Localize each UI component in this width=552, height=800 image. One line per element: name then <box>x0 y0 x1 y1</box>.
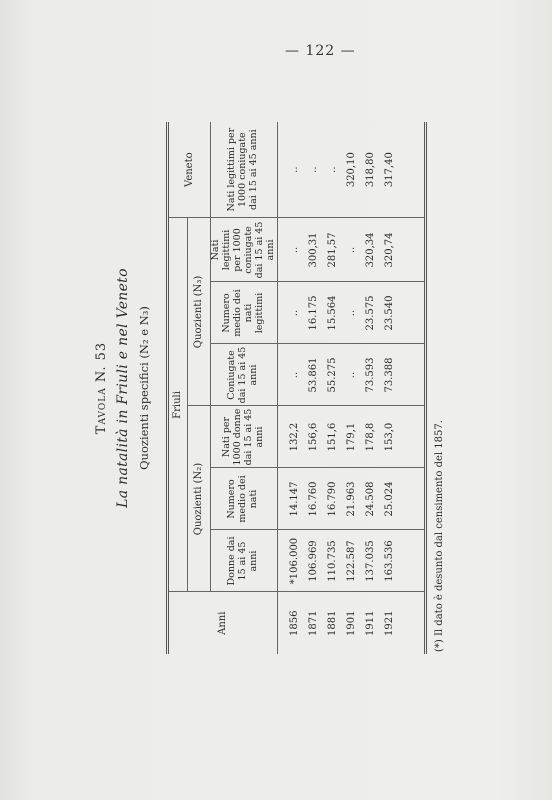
header-nati-1000: Nati per 1000 donne dai 15 ai 45 anni <box>211 406 278 468</box>
cell-anno: 1921 <box>381 592 426 654</box>
cell-donne: 122.587 <box>343 530 362 592</box>
cell-nati-1000: 151,6 <box>324 406 343 468</box>
table-title: La natalità in Friuli e nel Veneto <box>115 268 131 508</box>
cell-nati-1000: 156,6 <box>305 406 324 468</box>
cell-nati: 25.024 <box>381 468 426 530</box>
cell-coniugate: 73.388 <box>381 344 426 406</box>
cell-anno: 1901 <box>343 592 362 654</box>
data-table-wrapper <box>166 122 427 654</box>
cell-legittimi: 16.175 <box>305 282 324 344</box>
cell-anno: 1856 <box>277 592 305 654</box>
cell-veneto: .. <box>327 166 339 173</box>
table-caption: Quozienti specifici (N₂ e N₃) <box>137 306 151 470</box>
table-row <box>381 122 426 654</box>
cell-legittimi: 23.540 <box>381 282 426 344</box>
cell-coniugate: .. <box>343 344 362 406</box>
cell-legittimi: 15.564 <box>324 282 343 344</box>
cell-coniugate: 55.275 <box>324 344 343 406</box>
table-row <box>362 122 381 654</box>
cell-leg-1000: 300,31 <box>305 218 324 282</box>
cell-legittimi: .. <box>343 282 362 344</box>
table-row <box>324 122 343 654</box>
cell-leg-1000: 320,34 <box>362 218 381 282</box>
cell-donne: 163.536 <box>381 530 426 592</box>
data-table <box>166 122 427 654</box>
rotated-table-block <box>88 118 488 658</box>
page-number: — 122 — <box>285 43 356 59</box>
header-quozienti-n3: Quozienti (N₃) <box>188 218 211 406</box>
cell-veneto: .. <box>289 166 301 173</box>
cell-veneto: 318,80 <box>365 152 377 188</box>
cell-leg-1000: .. <box>343 218 362 282</box>
cell-coniugate: .. <box>277 344 305 406</box>
cell-nati: 24.508 <box>362 468 381 530</box>
table-label: Tavola N. 53 <box>94 341 109 435</box>
header-legittimi-medio: Numero medio dei nati legittimi <box>211 282 278 344</box>
cell-nati-1000: 178,8 <box>362 406 381 468</box>
header-nati-medio: Numero medio dei nati <box>211 468 278 530</box>
cell-nati: 16.790 <box>324 468 343 530</box>
table-row <box>305 122 324 654</box>
cell-nati-1000: 132,2 <box>277 406 305 468</box>
cell-anno: 1911 <box>362 592 381 654</box>
header-donne: Donne dai 15 ai 45 anni <box>211 530 278 592</box>
header-legittimi-1000-veneto: Nati legittimi per 1000 coniugate dai 15 ai 45 anni <box>226 127 260 212</box>
cell-donne: 137.035 <box>362 530 381 592</box>
cell-nati: 14.147 <box>277 468 305 530</box>
header-veneto: Veneto <box>168 122 211 218</box>
header-legittimi-1000-friuli: Nati legittimi per 1000 coniugate dai 15 ai 45 anni <box>211 218 278 282</box>
cell-nati: 21.963 <box>343 468 362 530</box>
cell-veneto: .. <box>308 166 320 173</box>
cell-donne: *106.000 <box>277 530 305 592</box>
header-coniugate: Coniugate dai 15 ai 45 anni <box>211 344 278 406</box>
footnote: (*) Il dato è desunto dal censimento del 1857. <box>434 420 445 652</box>
cell-veneto: 320,10 <box>346 152 358 188</box>
cell-coniugate: 53.861 <box>305 344 324 406</box>
cell-anno: 1871 <box>305 592 324 654</box>
cell-anno: 1881 <box>324 592 343 654</box>
cell-nati: 16.760 <box>305 468 324 530</box>
header-quozienti-n2: Quozienti (N₂) <box>188 406 211 592</box>
table-row <box>277 122 305 654</box>
cell-legittimi: .. <box>277 282 305 344</box>
header-anni: Anni <box>168 592 278 654</box>
cell-nati-1000: 153,0 <box>381 406 426 468</box>
cell-donne: 110.735 <box>324 530 343 592</box>
header-friuli: Friuli <box>168 218 188 592</box>
cell-legittimi: 23.575 <box>362 282 381 344</box>
cell-veneto: 317,40 <box>384 152 396 188</box>
cell-leg-1000: .. <box>277 218 305 282</box>
cell-donne: 106.969 <box>305 530 324 592</box>
cell-nati-1000: 179,1 <box>343 406 362 468</box>
table-row <box>343 122 362 654</box>
cell-leg-1000: 320,74 <box>381 218 426 282</box>
cell-coniugate: 73.593 <box>362 344 381 406</box>
cell-leg-1000: 281,57 <box>324 218 343 282</box>
